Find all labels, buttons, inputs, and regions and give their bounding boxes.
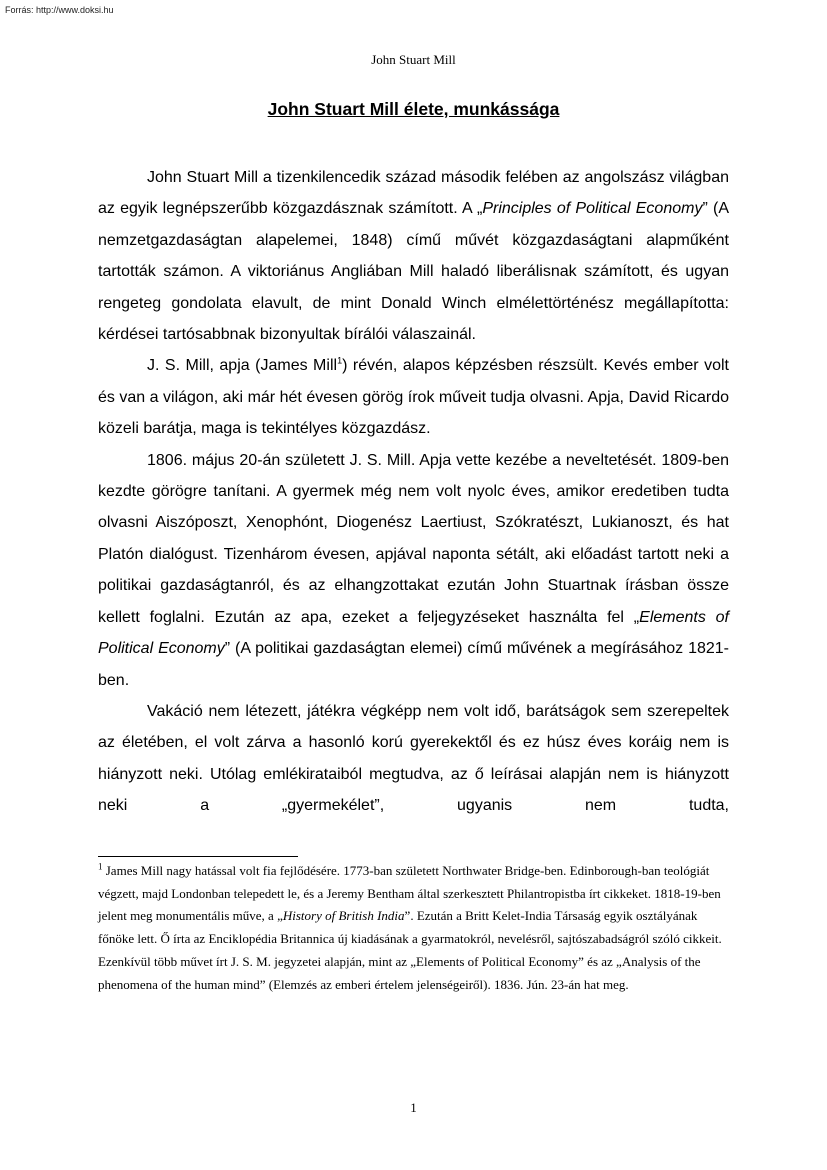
footnote (98, 860, 729, 996)
footnote-ref[interactable]: 1 (337, 356, 343, 367)
book-title-elements: Elements of Political Economy (98, 608, 729, 658)
paragraph-2 (98, 350, 729, 444)
footnote-text (98, 860, 729, 996)
page-number: 1 (410, 1100, 417, 1115)
paragraph-3-text-a: 1806. május 20-án született J. S. Mill. Apja vette kezébe a neveltetését. 1809-ben kezdte görögre tanítani. A gyermek még nem volt nyolc éves, amikor eredetiben tudta olvasni Aiszóposzt, Xenophónt, Diogenész Laertiust, Szókratészt, Lukianoszt, és hat Platón dialógust. Tizenhárom évesen, apjával naponta sétált, aki előadást tartott neki a politikai gazdaságtanról, és az elhangzottakat ezután John Stuartnak írásban össze kellett foglalni. Ezután az apa, ezeket a feljegyzéseket használta fel „ (98, 451, 729, 626)
source-label: Forrás: http://www.doksi.hu (5, 5, 114, 15)
paragraph-1-text-c: ” (A nemzetgazdaságtan alapelemei, 1848) című művét közgazdaságtani alapműként tartották számon. A viktoriánus Angliában Mill haladó liberálisnak számított, és ugyan rengeteg gondolata elavult, de mint Donald Winch elmélettörténész megállapította: kérdései tartósabbnak bizonyultak bírálói válaszainál. (98, 200, 729, 344)
book-title-history: History of British India (282, 908, 405, 924)
footnote-number: 1 (98, 861, 103, 872)
footnote-text-c: ”. Ezután a Britt Kelet-India Társaság egyik osztályának főnöke lett. Ő írta az Enciklopédia Britannica új kiadásának a gyarmatokról, nevelésről, sajtószabadságról szóló cikkeit. Ezenkívül több művet írt J. S. M. jegyzetei alapján, mint az „Elements of Political Economy” és az „Analysis of the phenomena of the human mind” (Elemzés az emberi értelem jelenségeiről). 1836. Jún. 23-án hat meg. (98, 908, 722, 992)
paragraph-3-text-c: ” (A politikai gazdaságtan elemei) című művének a megírásához 1821-ben. (98, 640, 729, 689)
paragraph-4: Vakáció nem létezett, játékra végképp nem volt idő, barátságok sem szerepeltek az életében, el volt zárva a hasonló korú gyerekektől és ez húsz éves koráig nem is hiányzott neki. Utólag emlékirataiból megtudva, az ő leírásai alapján nem is hiányzott neki a „gyermekélet”, ugyanis nem tudta, (98, 702, 729, 815)
running-header: John Stuart Mill (371, 52, 456, 67)
paragraph-1-text-a: John Stuart Mill a tizenkilencedik század második felében az angolszász világban az egyik legnépszerűbb közgazdásznak számított. A „ (98, 169, 729, 218)
footnote-text-a: James Mill nagy hatással volt fia fejlődésére. 1773-ban született Northwater Bridge-ben. Edinborough-ban teológiát végzett, majd Londonban telepedett le, és a Jeremy Bentham által szerkesztett Philantropistba írt cikkeket. 1818-19-ben jelent meg monumentális műve, a „ (98, 863, 721, 924)
page-title: John Stuart Mill élete, munkássága (267, 99, 560, 119)
paragraph-2-text-a: J. S. Mill, apja (James Mill (147, 357, 338, 375)
footnote-divider (98, 856, 298, 857)
paragraph-2-text-b: ) révén, alapos képzésben részsült. Kevés ember volt és van a világon, aki már hét évesen görög írok műveit tudja olvasni. Apja, David Ricardo közeli barátja, maga is tekintélyes közgazdász. (98, 357, 730, 438)
book-title-principles: Principles of Political Economy (482, 200, 703, 218)
paragraph-3 (98, 445, 729, 696)
paragraph-1 (98, 162, 729, 350)
body-text (98, 162, 729, 822)
